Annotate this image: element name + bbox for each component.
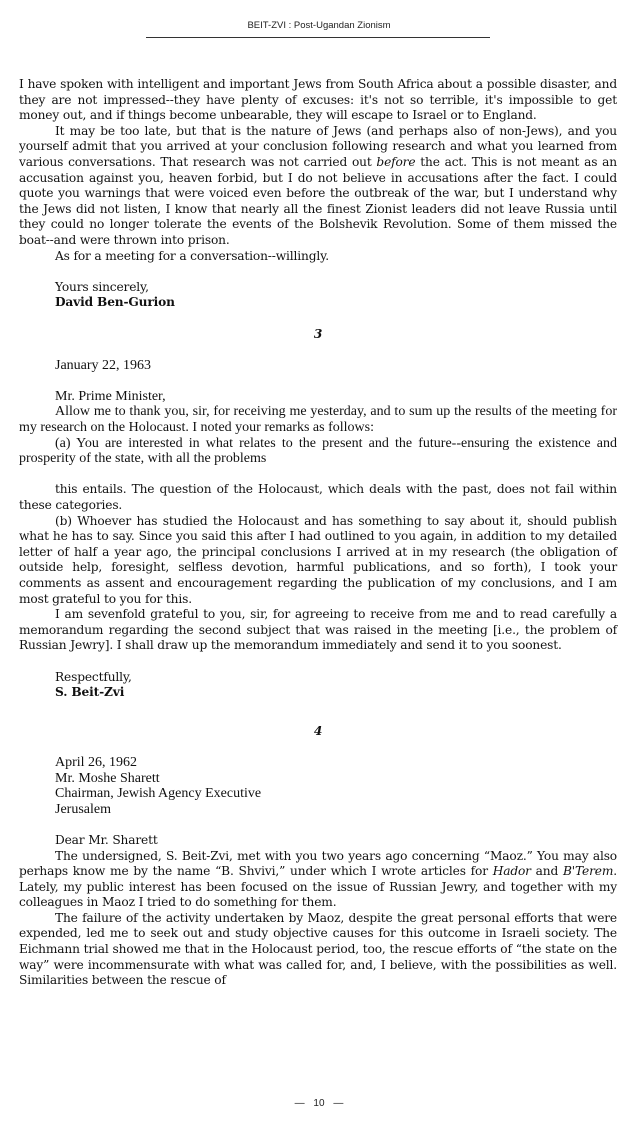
letter-4-addressee-name: Mr. Moshe Sharett bbox=[55, 770, 160, 786]
section-number-4: 4 bbox=[313, 723, 323, 738]
letter-3-salutation: Mr. Prime Minister, bbox=[55, 388, 166, 404]
spacer bbox=[19, 373, 617, 389]
letter-2-paragraph-2 bbox=[19, 124, 617, 249]
spacer bbox=[19, 701, 617, 724]
letter-3-paragraph-2b: this entails. The question of the Holocaust, which deals with the past, does not fail within these categories. bbox=[19, 482, 617, 513]
spacer bbox=[19, 467, 617, 483]
letter-2-closing: Yours sincerely, bbox=[55, 279, 149, 294]
publication-bterem: B'Terem bbox=[563, 864, 614, 879]
conjunction-text: and bbox=[530, 864, 563, 879]
letter-4-addressee-title: Chairman, Jewish Agency Executive bbox=[55, 786, 262, 802]
spacer bbox=[19, 654, 617, 670]
letter-2-paragraph-2-text-a: It may be too late, but that is the nature of Jews (and perhaps also of non-Jews), and you yourself admit that you arrived at your conclusion following research and what you learned from various conversations. That research was not carried out bbox=[19, 123, 617, 169]
page-body bbox=[19, 77, 617, 989]
letter-3-body-top bbox=[19, 389, 617, 467]
letter-4-paragraph-1-text-a: The undersigned, S. Beit-Zvi, met with you two years ago concerning “Maoz.” You may also perhaps know me by the name “B. Shvivi,” under which I wrote articles for bbox=[19, 848, 617, 879]
spacer bbox=[19, 264, 617, 280]
letter-3-paragraph-1: Allow me to thank you, sir, for receiving me yesterday, and to sum up the results of the meeting for my research on the Holocaust. I noted your remarks as follows: bbox=[19, 404, 617, 436]
letter-3-signature: S. Beit-Zvi bbox=[55, 685, 125, 700]
emphasis-before: before bbox=[376, 154, 416, 169]
letter-4-paragraph-1 bbox=[19, 849, 617, 911]
page-number: — 10 — bbox=[294, 1098, 344, 1109]
letter-2-paragraph-2-text-b: the act. This is not meant as an accusation against you, heaven forbid, but I do not believe in accusations after the fact. I could quote you warnings that were voiced even before the outbreak of the war, but I understand why the Jews did not listen, I know that nearly all the finest Zionist leaders did not leave Russia until they could no longer tolerate the events of the Bolshevik Revolution. Some of them missed the boat--and were thrown into prison. bbox=[19, 154, 617, 247]
letter-2-paragraph-1: I have spoken with intelligent and important Jews from South Africa about a possible disaster, and they are not impressed--they have plenty of excuses: it's not so terrible, it's impossible to get money out, and if things become unbearable, they will escape to Israel or to England. bbox=[19, 77, 617, 123]
spacer bbox=[19, 311, 617, 327]
letter-3-date: January 22, 1963 bbox=[55, 357, 152, 373]
letter-4-date: April 26, 1962 bbox=[55, 754, 138, 770]
letter-4-paragraph-2: The failure of the activity undertaken by Maoz, despite the great personal efforts that were expended, led me to seek out and study objective causes for this outcome in Israeli society. The Eichmann trial showed me that in the Holocaust period, too, the rescue efforts of “the state on the way” were incommensurate with what was called for, and, I believe, with the possibilities as well. Similarities between the rescue of bbox=[19, 910, 617, 988]
letter-4-addressee-city: Jerusalem bbox=[55, 801, 111, 817]
letter-3-paragraph-4: I am sevenfold grateful to you, sir, for agreeing to receive from me and to read carefully a memorandum regarding the second subject that was raised in the meeting [i.e., the problem of Russian Jewry]. I shall draw up the memorandum immediately and send it to you soonest. bbox=[19, 607, 617, 653]
header-rule bbox=[146, 37, 490, 38]
letter-4-salutation: Dear Mr. Sharett bbox=[55, 832, 158, 847]
spacer bbox=[19, 817, 617, 833]
spacer bbox=[19, 342, 617, 358]
letter-3-paragraph-3: (b) Whoever has studied the Holocaust and has something to say about it, should publish what he has to say. Since you said this after I had outlined to you again, in addition to my detailed letter of half a year ago, the principal conclusions I arrived at in my research (the obligation of outside help, foresight, selfless devotion, harmful publications, and so forth), I took your comments as assent and encouragement regarding the publication of my conclusions, and I am most grateful to you for this. bbox=[19, 513, 617, 606]
publication-hador: Hador bbox=[492, 864, 531, 879]
spacer bbox=[19, 739, 617, 755]
section-number-3: 3 bbox=[313, 326, 323, 341]
letter-4-address-block bbox=[19, 755, 617, 817]
letter-4-paragraph-1-text-b: . Lately, my public interest has been focused on the issue of Russian Jewry, and together with my colleagues in Maoz I tried to do something for them. bbox=[19, 864, 617, 910]
letter-3-paragraph-2a: (a) You are interested in what relates to the present and the future--ensuring the existence and prosperity of the state, with all the problems bbox=[19, 435, 617, 467]
letter-3-closing: Respectfully, bbox=[55, 669, 132, 684]
letter-2-signature: David Ben-Gurion bbox=[55, 295, 175, 310]
letter-2-paragraph-3: As for a meeting for a conversation--willingly. bbox=[55, 248, 329, 263]
running-header: BEIT-ZVI : Post-Ugandan Zionism bbox=[247, 20, 391, 31]
